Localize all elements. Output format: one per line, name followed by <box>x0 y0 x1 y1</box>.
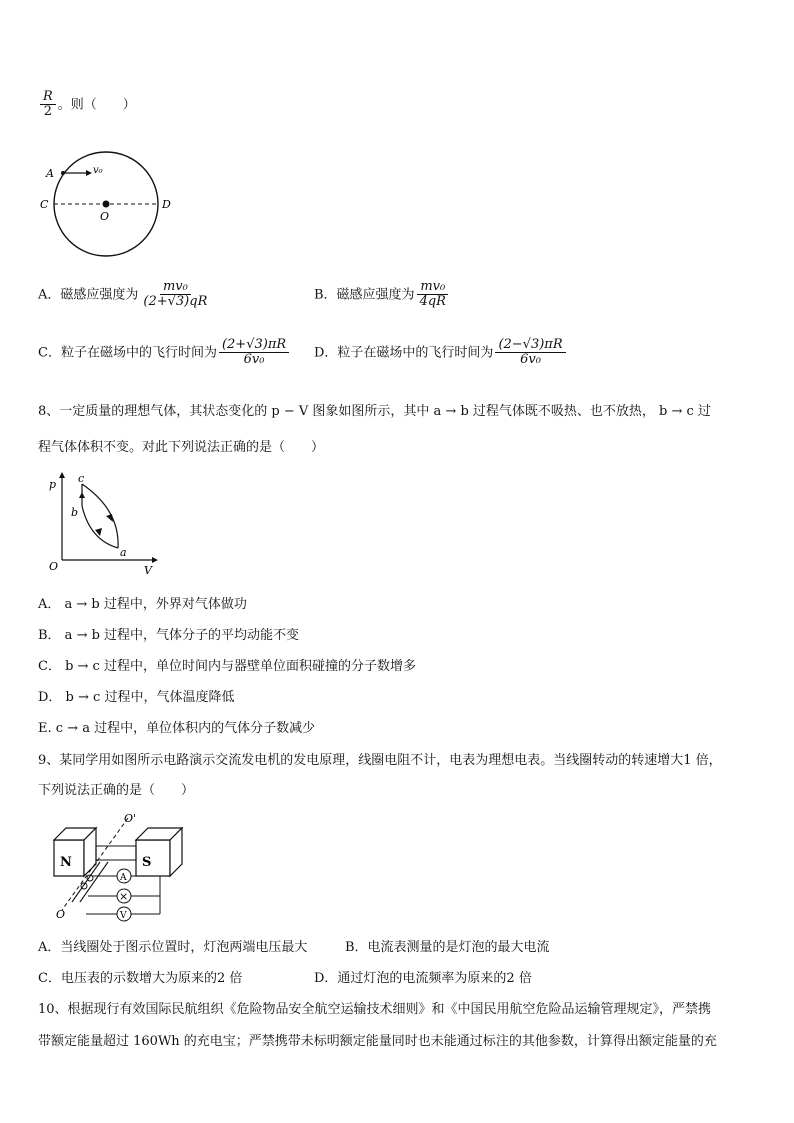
lamp-label: × <box>119 890 129 903</box>
q7-option-c: C．粒子在磁场中的飞行时间为 $\frac{(2+√3)\pi R}{\text{6v₀}}$ <box>38 338 291 368</box>
label-s: S <box>142 855 152 870</box>
q7-tail-line <box>38 90 136 120</box>
coil <box>96 846 136 860</box>
label-o-bottom: O <box>56 908 66 921</box>
q8-stem-line1: 8、一定质量的理想气体，其状态变化的 p − V 图象如图所示，其中 a → b 过程气体既不吸热、也不放热， b → c 过 <box>38 404 711 419</box>
label-p: p <box>49 478 57 491</box>
label-b: b <box>71 506 79 519</box>
q7-circle-figure <box>36 140 206 260</box>
q8-stem-line2: 程气体体积不变。对此下列说法正确的是（ ） <box>38 440 325 455</box>
label-a: a <box>120 546 127 559</box>
q7-option-a: A．磁感应强度为 $\frac{\text{mv₀}}{(2+√3)qR}$ <box>38 280 212 310</box>
label-n: N <box>60 855 72 870</box>
q7-option-b-fraction: $\frac{\text{mv₀}}{4qR}$ <box>417 280 449 310</box>
arrow-b-to-c <box>79 492 85 498</box>
label-v0: v₀ <box>93 165 103 176</box>
q10-stem-line2: 带额定能量超过 160Wh 的充电宝；严禁携带未标明额定能量同时也未能通过标注的其他参数，计算得出额定能量的充 <box>38 1034 717 1049</box>
center-point <box>103 201 110 208</box>
q8-option-a: A． a → b 过程中，外界对气体做功 <box>38 597 247 612</box>
q7-option-d-fraction: $\frac{(2-√3)\pi R}{\text{6v₀}}$ <box>495 338 565 368</box>
q10-stem-line1: 10、根据现行有效国际民航组织《危险物品安全航空运输技术细则》和《中国民用航空危险品运输管理规定》，严禁携 <box>38 1002 712 1017</box>
curve-b-to-a <box>82 506 118 548</box>
q7-option-a-fraction: $\frac{\text{mv₀}}{(2+√3)qR}$ <box>143 279 208 310</box>
q9-option-b: B．电流表测量的是灯泡的最大电流 <box>345 940 550 955</box>
q9-generator-figure <box>48 810 198 922</box>
label-c: c <box>78 472 85 485</box>
q7-option-d: D．粒子在磁场中的飞行时间为 $\frac{(2-√3)\pi R}{\text{6v₀}}$ <box>314 338 568 368</box>
q9-option-a: A．当线圈处于图示位置时，灯泡两端电压最大 <box>38 940 308 955</box>
q8-pv-figure <box>40 470 170 580</box>
v-axis-arrow <box>152 557 158 563</box>
label-a: A <box>46 167 54 180</box>
p-axis-arrow <box>59 472 65 478</box>
label-o: O <box>49 560 59 573</box>
label-o: O <box>100 210 110 223</box>
label-o-top: O' <box>124 812 137 825</box>
ammeter-label: A <box>120 873 127 883</box>
q9-option-c: C．电压表的示数增大为原来的2 倍 <box>38 971 243 986</box>
q7-tail-text: 。则（ ） <box>57 97 136 113</box>
q8-option-b: B． a → b 过程中，气体分子的平均动能不变 <box>38 628 300 643</box>
q9-option-d: D．通过灯泡的电流频率为原来的2 倍 <box>314 971 532 986</box>
label-c: C <box>40 198 49 211</box>
voltmeter-label: V <box>120 911 127 921</box>
q7-option-b: B．磁感应强度为 $\frac{\text{mv₀}}{4qR}$ <box>314 280 451 310</box>
velocity-arrowhead <box>86 170 92 176</box>
label-d: D <box>162 198 171 211</box>
q9-stem-line1: 9、某同学用如图所示电路演示交流发电机的发电原理，线圈电阻不计，电表为理想电表。当线圈转动的转速增大1 倍， <box>38 753 722 768</box>
q8-option-e: E. c → a 过程中，单位体积内的气体分子数减少 <box>38 721 316 736</box>
q8-option-d: D． b → c 过程中，气体温度降低 <box>38 690 235 705</box>
arrow-c-to-a <box>106 514 113 522</box>
q8-option-c: C． b → c 过程中，单位时间内与器壁单位面积碰撞的分子数增多 <box>38 659 416 674</box>
q7-fraction: $\frac{R}{2}$ <box>40 90 56 120</box>
label-v: V <box>144 564 152 577</box>
q7-option-c-fraction: $\frac{(2+√3)\pi R}{\text{6v₀}}$ <box>219 338 289 368</box>
q9-stem-line2: 下列说法正确的是（ ） <box>38 783 195 798</box>
